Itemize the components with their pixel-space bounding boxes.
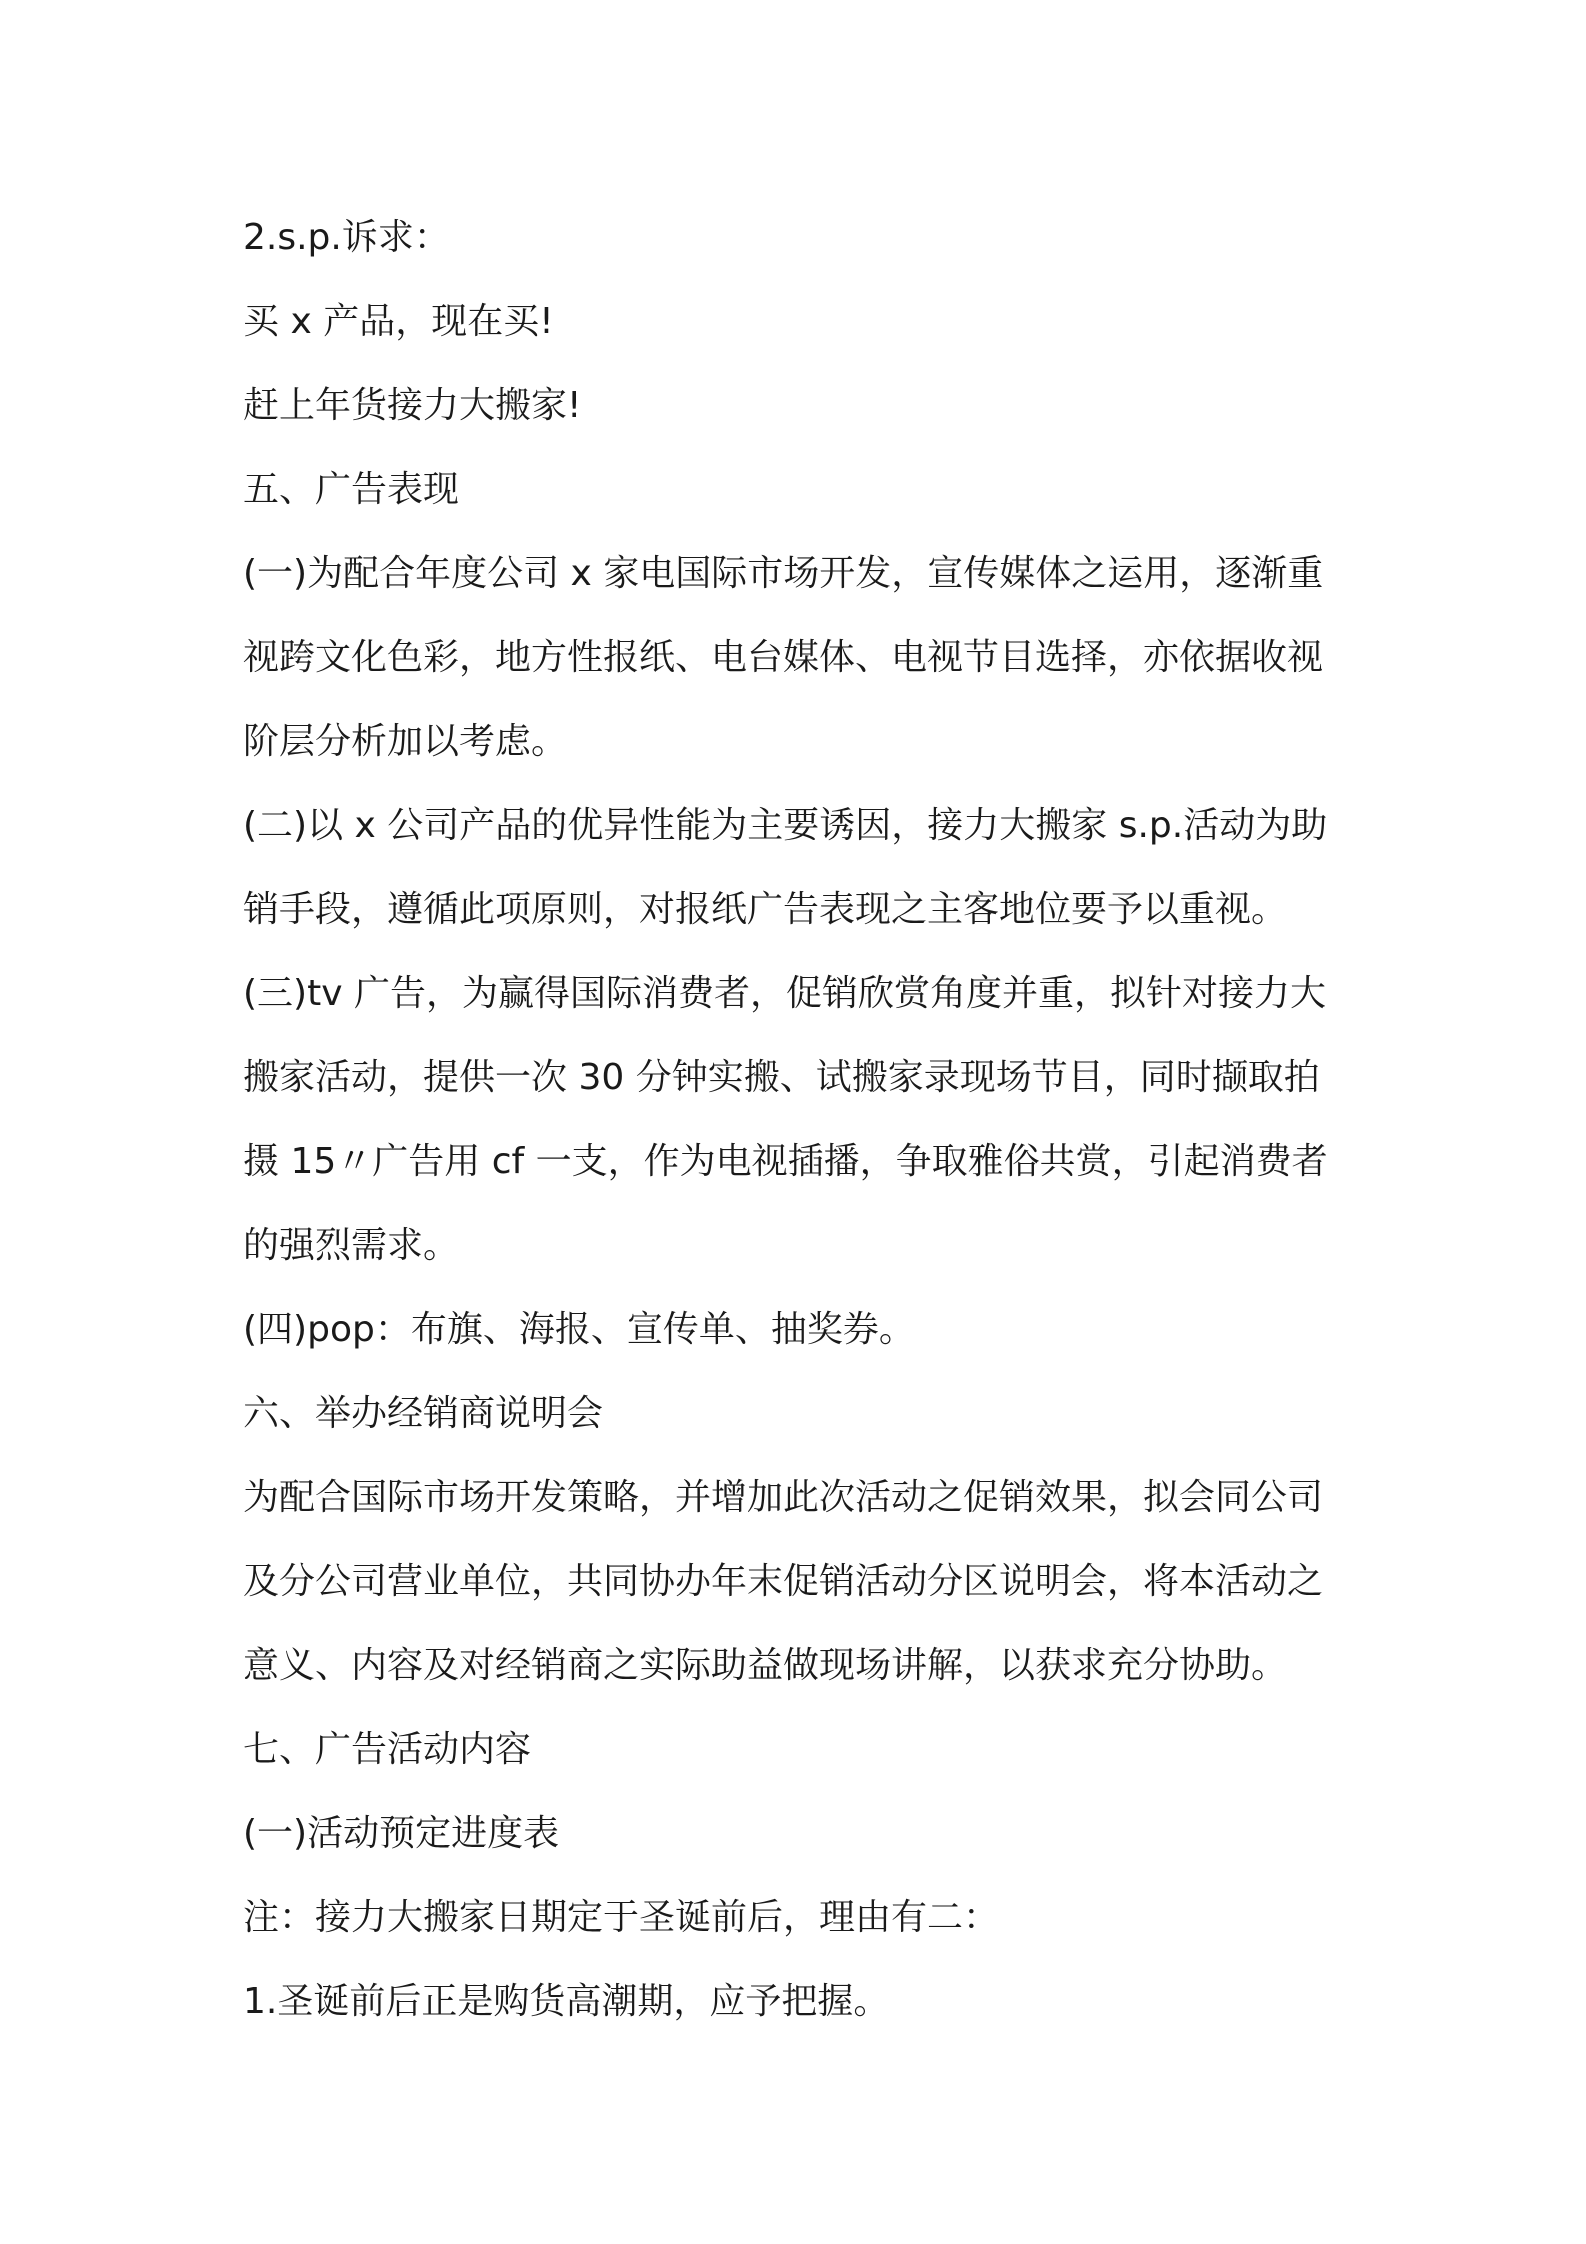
text-line: 的强烈需求。: [243, 1225, 460, 1266]
document-body: [243, 196, 1363, 2044]
text-line: (一)为配合年度公司 x 家电国际市场开发，宣传媒体之运用，逐渐重: [243, 553, 1324, 594]
text-line: 视跨文化色彩，地方性报纸、电台媒体、电视节目选择，亦依据收视: [243, 637, 1324, 678]
text-line: 为配合国际市场开发策略，并增加此次活动之促销效果，拟会同公司: [243, 1477, 1324, 1518]
text-line: (二)以 x 公司产品的优异性能为主要诱因，接力大搬家 s.p.活动为助: [243, 805, 1328, 846]
text-line: (一)活动预定进度表: [243, 1813, 560, 1854]
text-line: 及分公司营业单位，共同协办年末促销活动分区说明会，将本活动之: [243, 1561, 1324, 1602]
text-line: 赶上年货接力大搬家!: [243, 385, 582, 426]
text-line: 2.s.p.诉求：: [243, 217, 450, 258]
text-line: 买 x 产品，现在买!: [243, 301, 554, 342]
section-heading: 五、广告表现: [243, 469, 460, 510]
text-line: 搬家活动，提供一次 30 分钟实搬、试搬家录现场节目，同时撷取拍: [243, 1057, 1320, 1098]
text-line: 阶层分析加以考虑。: [243, 721, 568, 762]
section-heading: 七、广告活动内容: [243, 1729, 532, 1770]
text-line: 注：接力大搬家日期定于圣诞前后，理由有二：: [243, 1897, 1000, 1938]
text-line: (三)tv 广告，为赢得国际消费者，促销欣赏角度并重，拟针对接力大: [243, 973, 1326, 1014]
text-line: 意义、内容及对经销商之实际助益做现场讲解，以获求充分协助。: [243, 1645, 1288, 1686]
text-line: 1.圣诞前后正是购货高潮期，应予把握。: [243, 1981, 890, 2022]
section-heading: 六、举办经销商说明会: [243, 1393, 604, 1434]
text-line: (四)pop：布旗、海报、宣传单、抽奖券。: [243, 1309, 915, 1350]
text-line: 销手段，遵循此项原则，对报纸广告表现之主客地位要予以重视。: [243, 889, 1288, 930]
text-line: 摄 15〃广告用 cf 一支，作为电视插播，争取雅俗共赏，引起消费者: [243, 1141, 1328, 1182]
